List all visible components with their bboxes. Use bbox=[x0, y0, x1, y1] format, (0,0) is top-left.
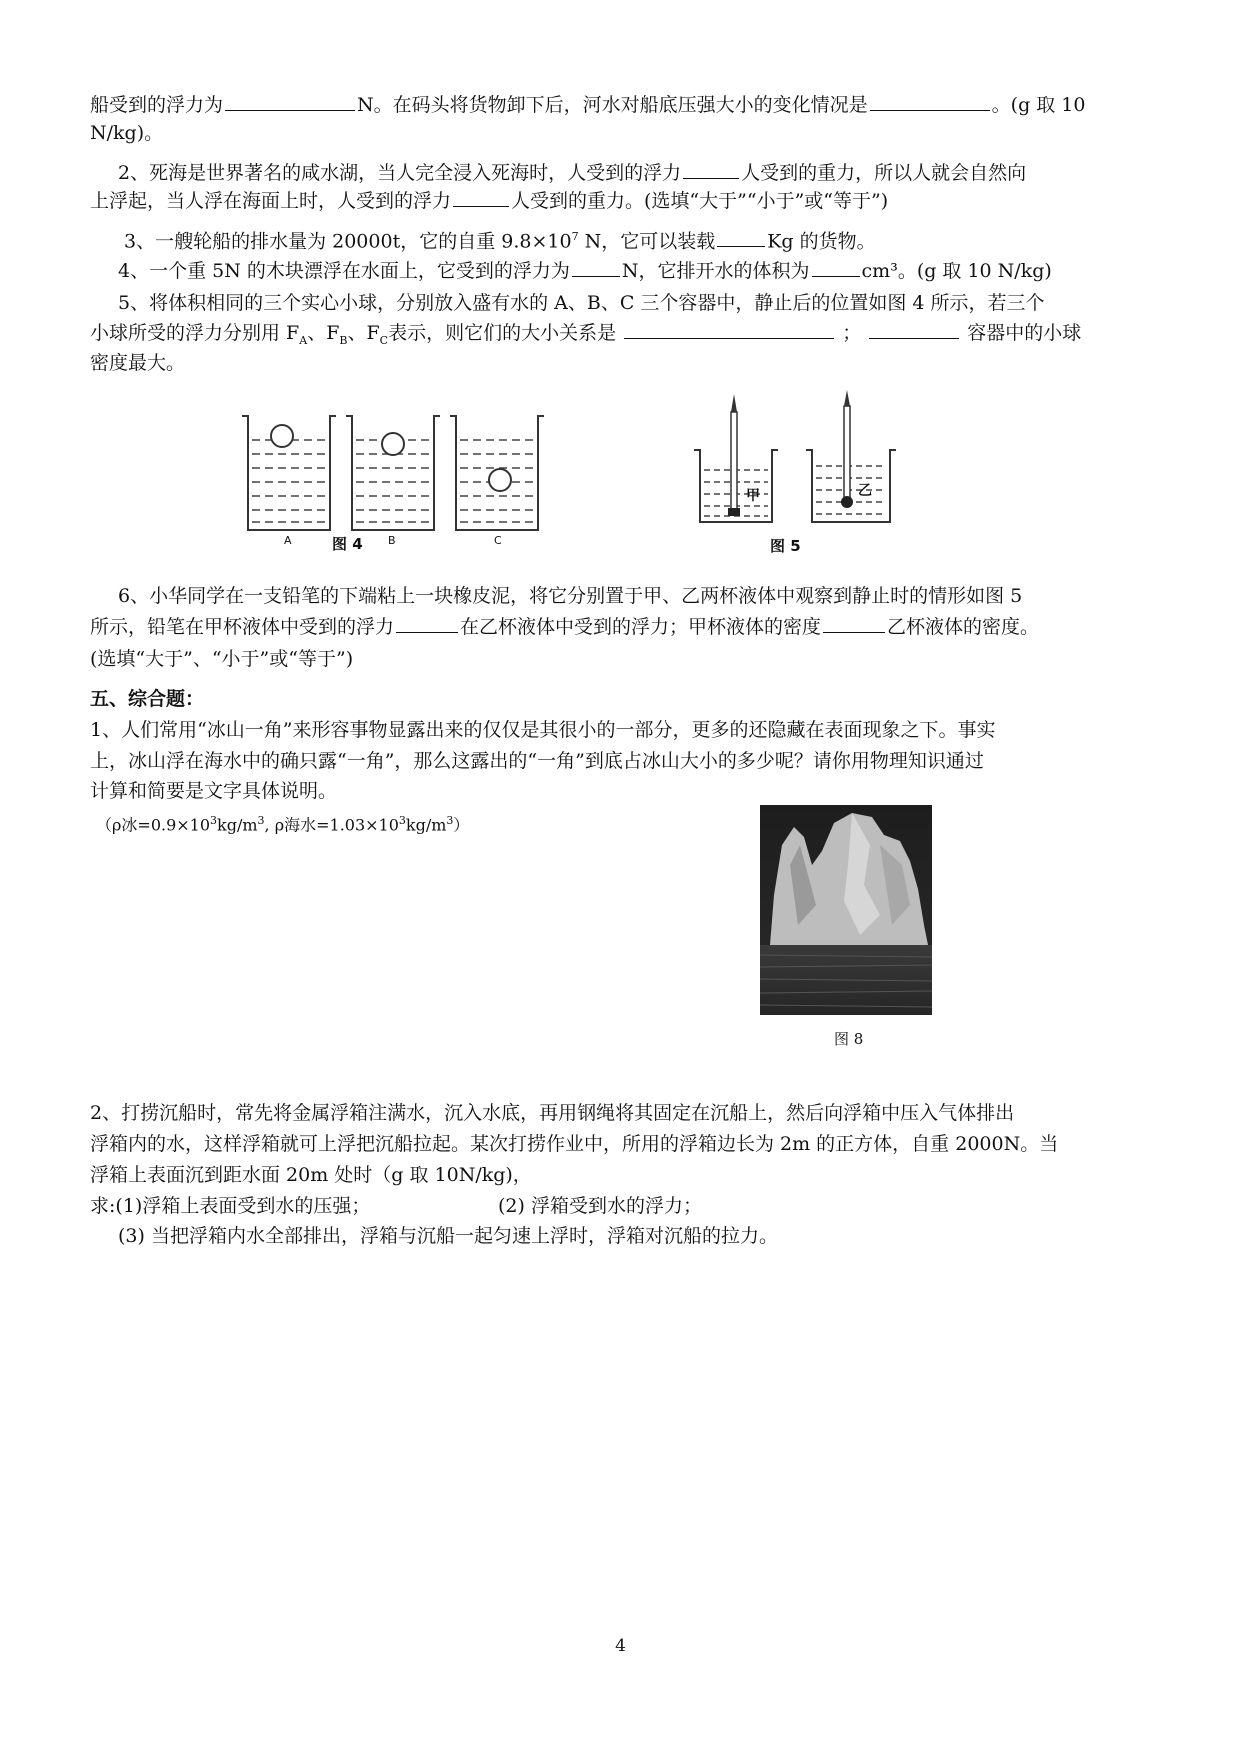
q6-line-1 bbox=[118, 583, 1022, 609]
answer-blank[interactable] bbox=[869, 320, 959, 339]
figure-4-caption: 图 4 bbox=[332, 535, 363, 553]
figure-4 bbox=[238, 408, 548, 558]
text: 5、将体积相同的三个实心小球，分别放入盛有水的 A、B、C 三个容器中，静止后的位置如图 4 所示，若三个 bbox=[118, 292, 1045, 314]
text: 五、综合题： bbox=[90, 688, 205, 710]
q6-line-2 bbox=[90, 614, 1039, 640]
c2-line-3 bbox=[90, 1162, 532, 1188]
subscript: B bbox=[339, 333, 348, 347]
label-c: C bbox=[494, 534, 502, 547]
text: N，它排开水的体积为 bbox=[621, 260, 810, 282]
figure-8 bbox=[760, 805, 932, 1015]
label-jia: 甲 bbox=[746, 488, 760, 504]
c2-line-1 bbox=[90, 1100, 1014, 1126]
figure-5 bbox=[690, 390, 902, 530]
q6-line-3 bbox=[90, 646, 353, 672]
q2-line-1 bbox=[118, 160, 1026, 186]
text: (3) 当把浮箱内水全部排出，浮箱与沉船一起匀速上浮时，浮箱对沉船的拉力。 bbox=[118, 1225, 778, 1247]
text: 2、死海是世界著名的咸水湖，当人完全浸入死海时，人受到的浮力 bbox=[118, 162, 682, 184]
text: 4、一个重 5N 的木块漂浮在水面上，它受到的浮力为 bbox=[118, 260, 570, 282]
text: 容器中的小球 bbox=[967, 322, 1082, 344]
page-number: 4 bbox=[615, 1636, 626, 1656]
c2-line-5 bbox=[118, 1223, 778, 1249]
text: , ρ海水=1.03×10 bbox=[264, 815, 399, 835]
figure-8-caption: 图 8 bbox=[834, 1030, 864, 1048]
iceberg-photo bbox=[760, 805, 932, 1015]
text: N/kg)。 bbox=[90, 122, 164, 144]
superscript: 3 bbox=[398, 814, 406, 827]
ball-b bbox=[382, 433, 404, 455]
text: （ρ冰=0.9×10 bbox=[96, 815, 211, 835]
text: 表示，则它们的大小关系是 bbox=[388, 322, 617, 344]
answer-blank[interactable] bbox=[870, 92, 990, 111]
text: kg/m bbox=[217, 815, 258, 835]
c2-line-2 bbox=[90, 1131, 1058, 1157]
label-b: B bbox=[388, 534, 396, 547]
text: N，它可以装载 bbox=[578, 230, 716, 253]
superscript: 3 bbox=[257, 814, 265, 827]
figure-5-drawing bbox=[690, 390, 902, 530]
section-heading bbox=[90, 686, 204, 712]
subscript: A bbox=[299, 333, 308, 347]
text: 密度最大。 bbox=[90, 352, 186, 374]
text: 。(g 取 10 N/kg) bbox=[897, 260, 1052, 282]
unit: cm³ bbox=[861, 260, 898, 282]
q5-line-2 bbox=[90, 320, 1081, 354]
text: 浮箱上表面沉到距水面 20m 处时（g 取 10N/kg)， bbox=[90, 1164, 532, 1186]
text: N。在码头将货物卸下后，河水对船底压强大小的变化情况是 bbox=[357, 94, 868, 116]
c2-line-4b bbox=[498, 1193, 702, 1219]
superscript: 3 bbox=[210, 814, 218, 827]
text: kg/m bbox=[405, 815, 447, 835]
ball-a bbox=[271, 425, 293, 447]
superscript: 7 bbox=[571, 230, 579, 243]
answer-blank[interactable] bbox=[396, 614, 458, 633]
q1-line-1 bbox=[90, 92, 1086, 118]
text: (2) 浮箱受到水的浮力； bbox=[498, 1195, 702, 1217]
text: 、F bbox=[307, 322, 340, 344]
answer-blank[interactable] bbox=[453, 188, 509, 207]
q3-line bbox=[124, 224, 876, 254]
c2-line-4 bbox=[90, 1193, 370, 1219]
text: 人受到的重力，所以人就会自然向 bbox=[741, 162, 1027, 184]
c1-line-3 bbox=[90, 778, 337, 804]
label-yi: 乙 bbox=[858, 483, 872, 499]
answer-blank[interactable] bbox=[624, 320, 834, 339]
c1-density-line bbox=[96, 808, 469, 838]
text: 求:(1)浮箱上表面受到水的压强； bbox=[90, 1195, 371, 1217]
text: 浮箱内的水，这样浮箱就可上浮把沉船拉起。某次打捞作业中，所用的浮箱边长为 2m 的正方体，自重 2000N。当 bbox=[90, 1133, 1059, 1155]
label-a: A bbox=[284, 534, 292, 547]
text: 船受到的浮力为 bbox=[90, 94, 224, 116]
c1-line-1 bbox=[90, 717, 996, 743]
text: 计算和简要是文字具体说明。 bbox=[90, 780, 338, 802]
pencil-jia bbox=[728, 394, 740, 516]
text: 、F bbox=[347, 322, 380, 344]
text: 所示，铅笔在甲杯液体中受到的浮力 bbox=[90, 616, 395, 638]
ball-c bbox=[489, 469, 511, 491]
answer-blank[interactable] bbox=[812, 258, 860, 277]
q5-line-1 bbox=[118, 290, 1045, 316]
q1-line-2 bbox=[90, 120, 163, 146]
text: 。(g 取 10 bbox=[991, 94, 1086, 116]
answer-blank[interactable] bbox=[225, 92, 355, 111]
answer-blank[interactable] bbox=[572, 258, 620, 277]
text: 上，冰山浮在海水中的确只露“一角”，那么这露出的“一角”到底占冰山大小的多少呢？请你用物理知识通过 bbox=[90, 750, 984, 772]
text: 上浮起，当人浮在海面上时，人受到的浮力 bbox=[90, 190, 452, 212]
text: Kg 的货物。 bbox=[767, 230, 876, 253]
text: 1、人们常用“冰山一角”来形容事物显露出来的仅仅是其很小的一部分，更多的还隐藏在表面现象之下。事实 bbox=[90, 719, 996, 741]
text: ； bbox=[842, 322, 862, 344]
answer-blank[interactable] bbox=[683, 160, 739, 179]
text: 6、小华同学在一支铅笔的下端粘上一块橡皮泥，将它分别置于甲、乙两杯液体中观察到静止时的情形如图 5 bbox=[118, 585, 1023, 607]
text: 小球所受的浮力分别用 F bbox=[90, 322, 300, 344]
c1-line-2 bbox=[90, 748, 984, 774]
text: 3、一艘轮船的排水量为 20000t，它的自重 9.8×10 bbox=[124, 230, 572, 253]
subscript: C bbox=[379, 333, 389, 347]
text: 乙杯液体的密度。 bbox=[887, 616, 1040, 638]
answer-blank[interactable] bbox=[717, 228, 765, 247]
answer-blank[interactable] bbox=[823, 614, 885, 633]
text: ） bbox=[453, 815, 470, 835]
text: (选填“大于”、“小于”或“等于”) bbox=[90, 648, 354, 670]
figure-5-caption: 图 5 bbox=[770, 537, 801, 555]
text: 在乙杯液体中受到的浮力；甲杯液体的密度 bbox=[460, 616, 822, 638]
q5-line-3 bbox=[90, 350, 185, 376]
q4-line bbox=[118, 258, 1052, 284]
superscript: 3 bbox=[446, 814, 454, 827]
text: 人受到的重力。(选填“大于”“小于”或“等于”) bbox=[511, 190, 889, 212]
q2-line-2 bbox=[90, 188, 888, 214]
text: 2、打捞沉船时，常先将金属浮箱注满水，沉入水底，再用钢绳将其固定在沉船上，然后向浮箱中压入气体排出 bbox=[90, 1102, 1015, 1124]
